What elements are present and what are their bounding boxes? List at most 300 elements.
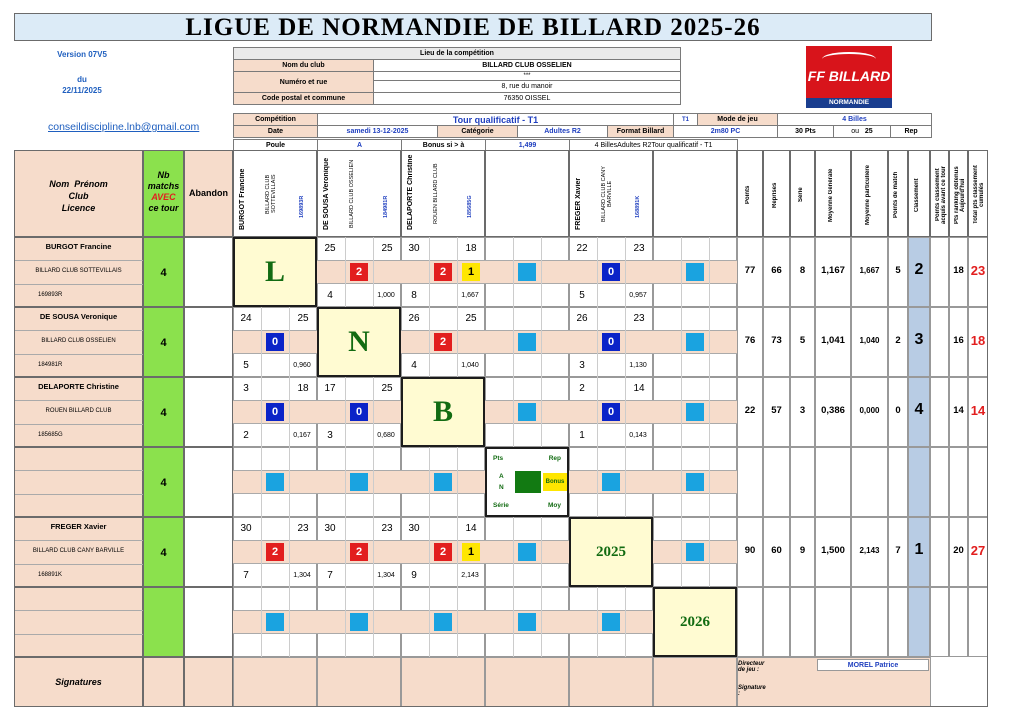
match-subdivider	[681, 377, 682, 447]
match-serie: 7	[327, 570, 333, 581]
player-name: FREGER Xavier	[50, 522, 107, 531]
stat-value-reprises: 73	[771, 335, 782, 346]
signature-cell[interactable]	[233, 657, 317, 707]
bonus-label: Bonus si > à	[402, 140, 486, 152]
player-nb-matches: 4	[143, 517, 184, 587]
page-title: LIGUE DE NORMANDIE DE BILLARD 2025-26	[14, 13, 932, 41]
comp-value: Tour qualificatif - T1	[318, 114, 674, 126]
match-rep: 25	[465, 313, 477, 324]
signature-cell[interactable]	[317, 657, 401, 707]
email-link[interactable]: conseildiscipline.lnb@gmail.com	[48, 121, 200, 133]
player-abandon[interactable]	[184, 307, 233, 377]
opponent-club: BILLARD CLUB CANY BARVILLE	[601, 166, 613, 222]
match-serie: 4	[327, 290, 333, 301]
row-divider	[14, 494, 143, 495]
match-subdivider	[345, 237, 346, 307]
stat-value-pts_rank: 16	[953, 335, 964, 346]
comp-code: T1	[674, 114, 698, 126]
mode-value: 4 Billes	[778, 114, 932, 126]
row-divider	[14, 424, 143, 425]
match-rep: 23	[633, 313, 645, 324]
match-subdivider	[513, 517, 514, 587]
match-rep: 23	[297, 523, 309, 534]
match-rep: 23	[381, 523, 393, 534]
legend-moy: Moy	[548, 502, 561, 509]
match-subdivider	[261, 447, 262, 517]
stat-value-pts_match: 2	[895, 335, 901, 346]
stat-value-moy_gen: 1,041	[821, 335, 845, 346]
player-row-5	[14, 587, 143, 657]
match-empty-badge	[686, 333, 704, 351]
stat-value-pts_match: 7	[895, 545, 901, 556]
stat-value-moy_gen: 1,500	[821, 545, 845, 556]
match-subdivider	[541, 377, 542, 447]
stat-pts_class	[930, 377, 949, 447]
stat-value-classement: 1	[914, 541, 924, 558]
row-divider	[14, 470, 143, 471]
row-divider	[14, 330, 143, 331]
match-empty-badge	[350, 473, 368, 491]
match-subdivider	[429, 307, 430, 377]
match-empty-badge	[686, 403, 704, 421]
stat-header-label: Classement	[914, 178, 920, 212]
opponent-club: BILLARD CLUB OSSELIEN	[349, 159, 355, 229]
opponent-name: BURGOT Francine	[239, 168, 246, 230]
player-club: ROUEN BILLARD CLUB	[45, 408, 112, 414]
signature-cell[interactable]	[653, 657, 737, 707]
match-subdivider	[289, 447, 290, 517]
match-empty-badge	[686, 263, 704, 281]
match-rep: 25	[297, 313, 309, 324]
signatures-label: Signatures	[55, 677, 102, 687]
legend-serie: Série	[493, 502, 509, 509]
match-pts: 2	[579, 383, 585, 394]
match-bonus-badge: 1	[462, 263, 480, 281]
match-empty-badge	[602, 473, 620, 491]
stat-moy_gen	[815, 447, 851, 517]
player-licence: 185685G	[38, 432, 63, 438]
stat-header-label: Pts ranking obtenus Aujourd'hui	[953, 166, 966, 224]
match-empty-badge	[602, 613, 620, 631]
match-subdivider	[541, 237, 542, 307]
stat-pts_class	[930, 587, 949, 657]
player-nb-matches: 4	[143, 307, 184, 377]
logo-arc-icon	[822, 52, 876, 66]
match-points-badge: 0	[266, 403, 284, 421]
director-name: MOREL Patrice	[817, 659, 929, 671]
opponent-licence: 185685G	[467, 195, 473, 218]
match-subdivider	[541, 307, 542, 377]
venue-table	[233, 47, 681, 105]
match-subdivider	[289, 587, 290, 657]
stat-value-total: 18	[970, 333, 986, 348]
match-rep: 25	[381, 243, 393, 254]
stat-header-label: Moyenne Générale	[828, 168, 834, 222]
match-pts: 22	[576, 243, 588, 254]
match-subdivider	[429, 237, 430, 307]
legend-a: A	[499, 473, 504, 480]
match-subdivider	[597, 587, 598, 657]
stat-moy_part	[851, 587, 888, 657]
match-points-badge: 2	[434, 263, 452, 281]
diagonal-cell-2: B	[401, 377, 485, 447]
stat-pts_class	[930, 307, 949, 377]
match-moy: 0,167	[293, 432, 311, 439]
match-subdivider	[541, 517, 542, 587]
match-subdivider	[709, 307, 710, 377]
venue-city: 76350 OISSEL	[374, 93, 681, 105]
match-subdivider	[709, 517, 710, 587]
stat-value-points: 22	[744, 405, 756, 416]
stat-value-moy_gen: 1,167	[821, 265, 845, 276]
match-points-badge: 0	[602, 333, 620, 351]
diagonal-cell-4: 2025	[569, 517, 653, 587]
stat-pts_match	[888, 587, 908, 657]
match-pts: 26	[408, 313, 420, 324]
stat-value-points: 76	[744, 335, 756, 346]
opponent-name: FREGER Xavier	[575, 177, 582, 230]
match-subdivider	[457, 447, 458, 517]
match-subdivider	[513, 587, 514, 657]
stat-value-pts_rank: 14	[953, 405, 964, 416]
stat-header-label: Série	[797, 187, 804, 203]
player-name: DE SOUSA Veronique	[39, 312, 118, 321]
stat-pts_match	[888, 447, 908, 517]
stat-value-classement: 3	[914, 331, 924, 348]
stat-reprises	[763, 447, 790, 517]
match-subdivider	[709, 377, 710, 447]
stat-value-reprises: 57	[771, 405, 782, 416]
match-moy: 1,667	[461, 292, 479, 299]
match-pts: 30	[408, 243, 420, 254]
match-moy: 1,304	[377, 572, 395, 579]
bonus-value: 1,499	[486, 140, 570, 152]
stat-header-label: Total pts classement cumulés	[973, 165, 985, 225]
match-subdivider	[597, 307, 598, 377]
match-moy: 0,680	[377, 432, 395, 439]
match-serie: 7	[243, 570, 249, 581]
stat-value-pts_match: 5	[895, 265, 901, 276]
match-subdivider	[345, 447, 346, 517]
match-pts: 25	[324, 243, 336, 254]
player-name: DELAPORTE Christine	[38, 382, 119, 391]
venue-street-label: Numéro et rue	[234, 72, 374, 93]
stat-value-serie: 5	[799, 335, 806, 346]
diagonal-cell-3	[485, 447, 569, 517]
legend-green-box	[515, 471, 541, 493]
match-rep: 14	[465, 523, 477, 534]
format-label: Format Billard	[608, 126, 674, 138]
match-empty-badge	[518, 403, 536, 421]
match-empty-badge	[266, 473, 284, 491]
match-serie: 3	[579, 360, 585, 371]
match-moy: 1,000	[377, 292, 395, 299]
match-subdivider	[513, 377, 514, 447]
match-points-badge: 0	[602, 263, 620, 281]
stat-header-label: Moyenne particulière	[864, 164, 871, 226]
stat-value-total: 23	[970, 263, 986, 278]
stat-serie	[790, 447, 815, 517]
row-divider	[14, 540, 143, 541]
stat-pts_rank	[949, 447, 968, 517]
match-bonus-badge: 1	[462, 543, 480, 561]
stat-classement	[908, 587, 930, 657]
player-abandon[interactable]	[184, 447, 233, 517]
pts-value: 30 Pts	[778, 126, 834, 138]
match-subdivider	[625, 587, 626, 657]
cat-value: Adultes R2	[518, 126, 608, 138]
player-club: BILLARD CLUB SOTTEVILLAIS	[35, 268, 122, 274]
stat-value-moy_part: 0,000	[859, 406, 880, 415]
player-licence: 169893R	[38, 292, 63, 298]
match-subdivider	[261, 517, 262, 587]
stat-header-label: Reprises	[771, 182, 778, 208]
legend-bonus: Bonus	[543, 473, 567, 491]
venue-street: 8, rue du manoir	[374, 81, 681, 93]
match-serie: 5	[579, 290, 585, 301]
legend-rep: Rep	[548, 455, 561, 462]
match-moy: 1,304	[293, 572, 311, 579]
stat-value-moy_part: 2,143	[859, 546, 880, 555]
stat-value-reprises: 66	[771, 265, 782, 276]
rep-unit: Rep	[891, 126, 932, 138]
match-subdivider	[345, 517, 346, 587]
row-divider	[14, 354, 143, 355]
match-points-badge: 0	[350, 403, 368, 421]
signature-line-label: Signature :	[738, 685, 766, 697]
player-club: BILLARD CLUB OSSELIEN	[41, 338, 116, 344]
row-divider	[14, 564, 143, 565]
opponent-licence: 168891K	[635, 195, 641, 218]
stat-pts_rank	[949, 587, 968, 657]
stat-value-serie: 9	[799, 545, 806, 556]
stat-value-reprises: 60	[771, 545, 782, 556]
venue-city-label: Code postal et commune	[234, 93, 374, 105]
match-empty-badge	[434, 473, 452, 491]
match-subdivider	[429, 587, 430, 657]
header-name: Nom Prénom Club Licence	[49, 179, 108, 213]
version-label: Version 07V5	[57, 50, 107, 59]
match-subdivider	[597, 447, 598, 517]
player-nb-matches: 4	[143, 377, 184, 447]
match-rep: 23	[633, 243, 645, 254]
stat-value-moy_part: 1,040	[859, 336, 880, 345]
match-subdivider	[597, 377, 598, 447]
player-name: BURGOT Francine	[45, 242, 112, 251]
match-subdivider	[681, 307, 682, 377]
match-subdivider	[429, 517, 430, 587]
match-empty-badge	[518, 333, 536, 351]
match-rep: 18	[297, 383, 309, 394]
match-moy: 1,130	[629, 362, 647, 369]
venue-club-label: Nom du club	[234, 60, 374, 72]
match-points-badge: 0	[602, 403, 620, 421]
poule-value: A	[318, 140, 402, 152]
signature-cell	[143, 657, 184, 707]
match-points-badge: 2	[434, 543, 452, 561]
signature-cell	[184, 657, 233, 707]
mode-label: Mode de jeu	[698, 114, 778, 126]
date-label: Date	[234, 126, 318, 138]
match-subdivider	[513, 237, 514, 307]
match-serie: 3	[327, 430, 333, 441]
director-label: Directeur de jeu :	[738, 661, 765, 673]
match-subdivider	[373, 587, 374, 657]
stat-moy_gen	[815, 587, 851, 657]
match-pts: 26	[576, 313, 588, 324]
match-subdivider	[345, 587, 346, 657]
match-subdivider	[681, 237, 682, 307]
stat-total	[968, 587, 988, 657]
match-pts: 3	[243, 383, 249, 394]
opponent-header-5	[653, 150, 737, 237]
stat-value-pts_match: 0	[895, 405, 901, 416]
opponent-club: ROUEN BILLARD CLUB	[433, 163, 439, 225]
stat-classement	[908, 447, 930, 517]
match-serie: 4	[411, 360, 417, 371]
stat-value-classement: 4	[914, 401, 924, 418]
match-subdivider	[681, 517, 682, 587]
logo-band: NORMANDIE	[806, 98, 892, 108]
stat-pts_class	[930, 237, 949, 307]
opponent-header-3	[485, 150, 569, 237]
player-licence: 184981R	[38, 362, 63, 368]
stat-value-pts_rank: 18	[953, 265, 964, 276]
signature-cell[interactable]	[485, 657, 569, 707]
match-rep: 18	[465, 243, 477, 254]
stat-points	[737, 587, 763, 657]
competition-table	[233, 113, 932, 138]
stat-value-moy_gen: 0,386	[821, 405, 845, 416]
stat-value-serie: 8	[799, 265, 806, 276]
stat-total	[968, 447, 988, 517]
stat-value-classement: 2	[914, 261, 924, 278]
match-points-badge: 2	[350, 263, 368, 281]
match-pts: 24	[240, 313, 252, 324]
row-divider	[14, 400, 143, 401]
row-divider	[14, 610, 143, 611]
opponent-licence: 184981R	[383, 195, 389, 218]
row-divider	[14, 634, 143, 635]
ffb-logo	[806, 46, 892, 108]
match-serie: 9	[411, 570, 417, 581]
match-rep: 25	[381, 383, 393, 394]
venue-street-extra: ***	[374, 72, 681, 81]
match-subdivider	[541, 587, 542, 657]
row-divider	[14, 284, 143, 285]
match-points-badge: 2	[266, 543, 284, 561]
stat-value-moy_part: 1,667	[859, 266, 880, 275]
stat-header-label: Points de match	[893, 171, 899, 219]
version-date: 22/11/2025	[62, 86, 102, 95]
stat-pts_class	[930, 517, 949, 587]
legend-n: N	[499, 484, 504, 491]
legend-pts: Pts	[493, 455, 504, 462]
stat-value-points: 77	[744, 265, 756, 276]
match-moy: 0,957	[629, 292, 647, 299]
opponent-name: DE SOUSA Veronique	[323, 157, 330, 230]
match-moy: 1,040	[461, 362, 479, 369]
player-nb-matches	[143, 587, 184, 657]
match-subdivider	[681, 447, 682, 517]
match-subdivider	[597, 237, 598, 307]
stat-reprises	[763, 587, 790, 657]
opponent-name: DELAPORTE Christine	[407, 154, 414, 230]
match-empty-badge	[518, 543, 536, 561]
match-subdivider	[373, 447, 374, 517]
venue-header: Lieu de la compétition	[234, 48, 681, 60]
match-subdivider	[457, 587, 458, 657]
match-subdivider	[261, 587, 262, 657]
match-serie: 5	[243, 360, 249, 371]
match-subdivider	[261, 377, 262, 447]
comp-label: Compétition	[234, 114, 318, 126]
logo-text: FF BILLARD	[807, 68, 891, 84]
match-subdivider	[261, 307, 262, 377]
diagonal-cell-5: 2026	[653, 587, 737, 657]
match-empty-badge	[518, 263, 536, 281]
match-pts: 17	[324, 383, 336, 394]
match-pts: 30	[408, 523, 420, 534]
signature-cell[interactable]	[569, 657, 653, 707]
stat-value-total: 14	[970, 403, 986, 418]
match-empty-badge	[350, 613, 368, 631]
player-abandon[interactable]	[184, 517, 233, 587]
player-licence: 168891K	[38, 572, 63, 578]
match-points-badge: 2	[434, 333, 452, 351]
stat-value-total: 27	[970, 543, 986, 558]
bonus-desc: 4 BillesAdultes R2Tour qualificatif - T1	[570, 140, 738, 152]
date-value: samedi 13-12-2025	[318, 126, 438, 138]
match-empty-badge	[518, 613, 536, 631]
header-abandon: Abandon	[189, 188, 228, 198]
signature-cell[interactable]	[401, 657, 485, 707]
match-subdivider	[345, 377, 346, 447]
match-empty-badge	[686, 473, 704, 491]
player-abandon[interactable]	[184, 377, 233, 447]
match-points-badge: 2	[350, 543, 368, 561]
match-empty-badge	[686, 543, 704, 561]
stat-value-points: 90	[744, 545, 756, 556]
opponent-licence: 169893R	[299, 195, 305, 218]
stat-serie	[790, 587, 815, 657]
match-moy: 0,143	[629, 432, 647, 439]
match-moy: 0,960	[293, 362, 311, 369]
match-rep: 14	[633, 383, 645, 394]
cat-label: Catégorie	[438, 126, 518, 138]
player-club: BILLARD CLUB CANY BARVILLE	[32, 548, 125, 554]
player-nb-matches: 4	[143, 237, 184, 307]
stat-header-label: Points classement acquis avant ce tour	[934, 165, 947, 225]
diagonal-cell-1: N	[317, 307, 401, 377]
stat-moy_part	[851, 447, 888, 517]
match-empty-badge	[266, 613, 284, 631]
row-divider	[14, 260, 143, 261]
player-abandon[interactable]	[184, 587, 233, 657]
opponent-club: BILLARD CLUB SOTTEVILLAIS	[265, 174, 277, 214]
match-serie: 1	[579, 430, 585, 441]
venue-club: BILLARD CLUB OSSELIEN	[374, 60, 681, 72]
stat-header-label: Points	[745, 185, 751, 205]
match-subdivider	[625, 447, 626, 517]
player-abandon[interactable]	[184, 237, 233, 307]
match-pts: 30	[240, 523, 252, 534]
player-row-3	[14, 447, 143, 517]
header-nb: Nb matchs AVEC ce tour	[147, 170, 180, 213]
stat-points	[737, 447, 763, 517]
match-subdivider	[709, 237, 710, 307]
match-serie: 2	[243, 430, 249, 441]
